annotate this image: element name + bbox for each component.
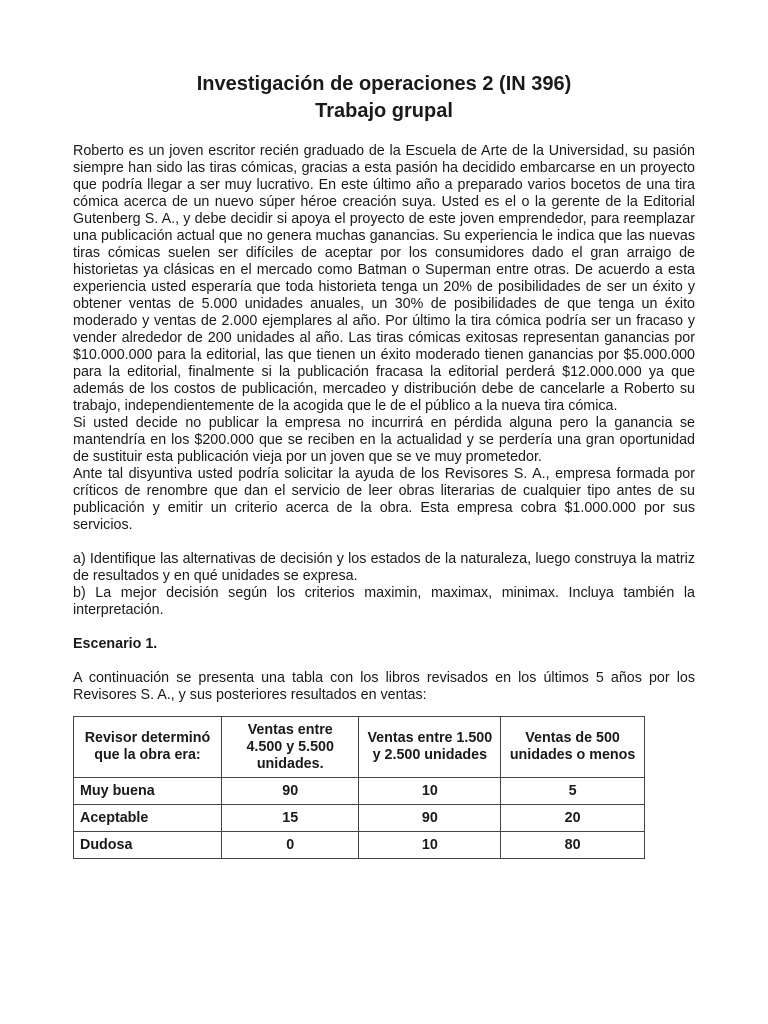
spacer (73, 619, 695, 636)
table-cell: 90 (359, 805, 501, 832)
table-header-cell: Ventas de 500 unidades o menos (501, 717, 645, 778)
paragraph-reviewers: Ante tal disyuntiva usted podría solicitar la ayuda de los Revisores S. A., empresa formada por críticos de renombre que dan el servicio de leer obras literarias de cualquier tipo antes de su publicación y emitir un criterio acerca de la obra. Esta empresa cobra $1.000.000 por sus servicios. (73, 466, 695, 533)
table-row (74, 805, 645, 832)
table-header-cell: Ventas entre 1.500 y 2.500 unidades (359, 717, 501, 778)
question-a: a) Identifique las alternativas de decisión y los estados de la naturaleza, luego construya la matriz de resultados y en qué unidades se expresa. (73, 551, 695, 584)
row-label: Dudosa (74, 832, 222, 859)
document-page (73, 71, 695, 859)
spacer (73, 653, 695, 670)
question-b: b) La mejor decisión según los criterios maximin, maximax, minimax. Incluya también la interpretación. (73, 585, 695, 618)
reviewer-results-table (73, 716, 645, 859)
table-row (74, 832, 645, 859)
table-cell: 10 (359, 832, 501, 859)
table-header-cell: Ventas entre 4.500 y 5.500 unidades. (221, 717, 359, 778)
table-row (74, 778, 645, 805)
table-cell: 15 (221, 805, 359, 832)
table-cell: 20 (501, 805, 645, 832)
table-cell: 80 (501, 832, 645, 859)
row-label: Aceptable (74, 805, 222, 832)
paragraph-intro: Roberto es un joven escritor recién graduado de la Escuela de Arte de la Universidad, su pasión siempre han sido las tiras cómicas, gracias a esta pasión ha decidido embarcarse en un proyecto que podría llegar a ser muy lucrativo. En este último año a preparado varios bocetos de una tira cómica acerca de un nuevo súper héroe creación suya. Usted es el o la gerente de la Editorial Gutenberg S. A., y debe decidir si apoya el proyecto de este joven emprendedor, para reemplazar una publicación actual que no genera muchas ganancias. Su experiencia le indica que las nuevas tiras cómicas suelen ser difíciles de aceptar por los consumidores dado el gran arraigo de historietas ya clásicas en el mercado como Batman o Superman entre otras. De acuerdo a esta experiencia usted esperaría que toda historieta tenga un 20% de posibilidades de ser un éxito y obtener ventas de 5.000 unidades anuales, un 30% de posibilidades de que tenga un éxito moderado y ventas de 2.000 ejemplares al año. Por último la tira cómica podría ser un fracaso y vender alrededor de 200 unidades al año. Las tiras cómicas exitosas representan ganancias por $10.000.000 para la editorial, las que tienen un éxito moderado tienen ganancias por $5.000.000 para la editorial, finalmente si la publicación fracasa la editorial perderá $12.000.000 ya que además de los costos de publicación, mercadeo y distribución debe de cancelarle a Roberto su trabajo, independientemente de la acogida que le de el público a la nueva tira cómica. (73, 143, 695, 414)
table-header-cell: Revisor determinó que la obra era: (74, 717, 222, 778)
course-title: Investigación de operaciones 2 (IN 396) (196, 73, 572, 95)
paragraph-no-publish: Si usted decide no publicar la empresa no incurrirá en pérdida alguna pero la ganancia se mantendría en los $200.000 que se reciben en la actualidad y se perdería una gran oportunidad de sustituir esta publicación vieja por un joven que se ve muy prometedor. (73, 415, 695, 465)
table-cell: 90 (221, 778, 359, 805)
table-cell: 5 (501, 778, 645, 805)
table-cell: 0 (221, 832, 359, 859)
spacer (73, 534, 695, 551)
row-label: Muy buena (74, 778, 222, 805)
scenario-heading: Escenario 1. (73, 636, 158, 652)
table-header-row (74, 717, 645, 778)
title-block (73, 71, 695, 125)
table-cell: 10 (359, 778, 501, 805)
scenario-intro: A continuación se presenta una tabla con los libros revisados en los últimos 5 años por los Revisores S. A., y sus posteriores resultados en ventas: (73, 670, 695, 703)
assignment-title: Trabajo grupal (315, 100, 453, 122)
